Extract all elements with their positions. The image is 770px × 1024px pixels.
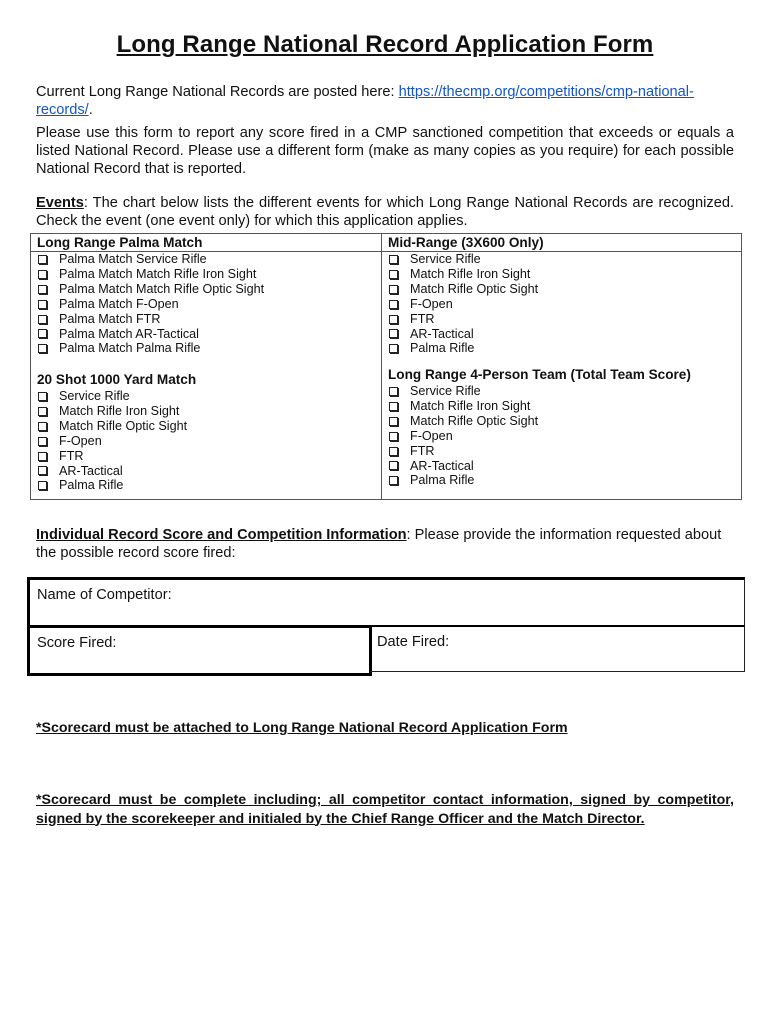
event-option[interactable] [37,434,375,449]
event-option-label: AR-Tactical [410,326,474,341]
competitor-name-field[interactable] [27,577,745,627]
score-fired-field[interactable] [27,625,372,676]
event-option[interactable] [388,459,733,474]
checkbox-icon[interactable] [38,344,47,353]
checkbox-icon[interactable] [389,402,398,411]
event-option-label: F-Open [410,428,453,443]
event-option[interactable] [388,327,733,342]
event-option[interactable] [388,312,733,327]
event-group-palma [37,235,375,356]
events-label: Events [36,195,84,211]
event-group-1000-yard [37,372,375,493]
event-option-label: AR-Tactical [410,458,474,473]
event-option-label: Palma Match Service Rifle [59,252,207,266]
checkbox-icon[interactable] [38,437,47,446]
event-option[interactable] [388,444,733,459]
event-option[interactable] [37,267,375,282]
event-option[interactable] [37,478,375,493]
event-option-label: F-Open [59,433,102,448]
event-option-label: Match Rifle Optic Sight [410,413,539,428]
checkbox-icon[interactable] [389,417,398,426]
checkbox-icon[interactable] [389,285,398,294]
event-option[interactable] [388,429,733,444]
date-fired-label: Date Fired: [377,634,450,650]
event-option-label: Palma Rifle [59,478,124,493]
events-text: : The chart below lists the different events for which Long Range National Records are recognized. Check the event (one event only) for which this application applies. [36,195,734,229]
event-option[interactable] [388,252,733,267]
form-scope-paragraph: Please use this form to report any score fired in a CMP sanctioned competition that exceeds or equals a listed National Record. Please use a different form (make as many copies as you require) for each possible National Record that is reported. [36,125,734,177]
event-option[interactable] [37,282,375,297]
checkbox-icon[interactable] [38,315,47,324]
event-option[interactable] [37,341,375,356]
event-option-label: Palma Match Palma Rifle [59,341,201,356]
event-group-title: Long Range 4-Person Team (Total Team Score) [388,367,691,382]
checkbox-icon[interactable] [38,270,47,279]
checkbox-icon[interactable] [38,452,47,461]
event-option[interactable] [388,267,733,282]
event-option[interactable] [388,297,733,312]
checkbox-icon[interactable] [389,255,398,264]
individual-section-label: Individual Record Score and Competition Information [36,527,407,543]
checkbox-icon[interactable] [38,481,47,490]
checkbox-icon[interactable] [389,476,398,485]
event-option-label: Match Rifle Iron Sight [59,403,180,418]
event-option[interactable] [37,464,375,479]
checkbox-icon[interactable] [389,300,398,309]
checkbox-icon[interactable] [38,300,47,309]
scorecard-complete-note: *Scorecard must be complete including; all competitor contact information, signed by competitor, signed by the scorekeeper and initialed by the Chief Range Officer and the Match Director. [36,792,734,827]
event-option-label: Match Rifle Iron Sight [410,398,531,413]
event-option[interactable] [37,449,375,464]
event-option-label: AR-Tactical [59,463,123,478]
checkbox-icon[interactable] [38,422,47,431]
event-option-label: FTR [410,443,435,458]
national-records-link[interactable]: https://thecmp.org/competitions/cmp-national-records/ [36,84,694,118]
checkbox-icon[interactable] [38,255,47,264]
event-option[interactable] [388,341,733,356]
individual-section-text: : Please provide the information requested about the possible record score fired: [36,527,722,561]
events-paragraph [36,194,734,230]
competitor-name-label: Name of Competitor: [37,587,172,603]
event-option-label: Palma Match FTR [59,311,161,326]
event-option[interactable] [37,389,375,404]
event-group-title: 20 Shot 1000 Yard Match [37,372,197,387]
date-fired-field[interactable] [370,625,745,672]
scorecard-attached-note: *Scorecard must be attached to Long Range National Record Application Form [36,720,568,736]
score-fired-label: Score Fired: [37,635,117,651]
event-option-label: Palma Rifle [410,341,475,356]
checkbox-icon[interactable] [389,447,398,456]
event-option-label: Palma Match Match Rifle Optic Sight [59,281,265,296]
event-option-label: Service Rifle [410,384,481,398]
event-option[interactable] [388,384,733,399]
event-option[interactable] [37,297,375,312]
checkbox-icon[interactable] [389,270,398,279]
event-option-label: Service Rifle [59,389,130,403]
individual-section-intro [36,526,726,562]
events-table [30,233,742,500]
table-column-divider [381,234,382,499]
event-option-label: Palma Rifle [410,473,475,488]
event-option-label: FTR [410,311,435,326]
event-option[interactable] [37,312,375,327]
event-group-title: Long Range Palma Match [37,235,203,250]
event-option-label: Service Rifle [410,252,481,266]
event-option-label: Match Rifle Optic Sight [410,281,539,296]
checkbox-icon[interactable] [389,315,398,324]
checkbox-icon[interactable] [389,329,398,338]
checkbox-icon[interactable] [389,344,398,353]
event-option[interactable] [388,399,733,414]
records-intro-period: . [88,102,93,118]
records-intro [36,83,734,119]
checkbox-icon[interactable] [38,392,47,401]
checkbox-icon[interactable] [389,387,398,396]
checkbox-icon[interactable] [389,461,398,470]
event-group-title: Mid-Range (3X600 Only) [388,235,544,250]
checkbox-icon[interactable] [38,407,47,416]
event-option[interactable] [37,404,375,419]
page-title: Long Range National Record Application Form [116,31,654,58]
checkbox-icon[interactable] [38,466,47,475]
event-option-label: Palma Match F-Open [59,296,179,311]
event-group-team [388,367,733,488]
event-option-label: F-Open [410,296,453,311]
event-option[interactable] [37,419,375,434]
checkbox-icon[interactable] [38,329,47,338]
event-option-label: Palma Match AR-Tactical [59,326,199,341]
event-group-mid-range [388,235,733,356]
event-option-label: Match Rifle Optic Sight [59,418,188,433]
checkbox-icon[interactable] [389,432,398,441]
records-intro-text: Current Long Range National Records are posted here: [36,84,399,100]
event-option[interactable] [388,282,733,297]
event-option[interactable] [37,327,375,342]
event-option[interactable] [388,414,733,429]
event-option[interactable] [388,473,733,488]
event-option-label: FTR [59,448,84,463]
checkbox-icon[interactable] [38,285,47,294]
event-option[interactable] [37,252,375,267]
event-option-label: Palma Match Match Rifle Iron Sight [59,266,257,281]
event-option-label: Match Rifle Iron Sight [410,266,531,281]
